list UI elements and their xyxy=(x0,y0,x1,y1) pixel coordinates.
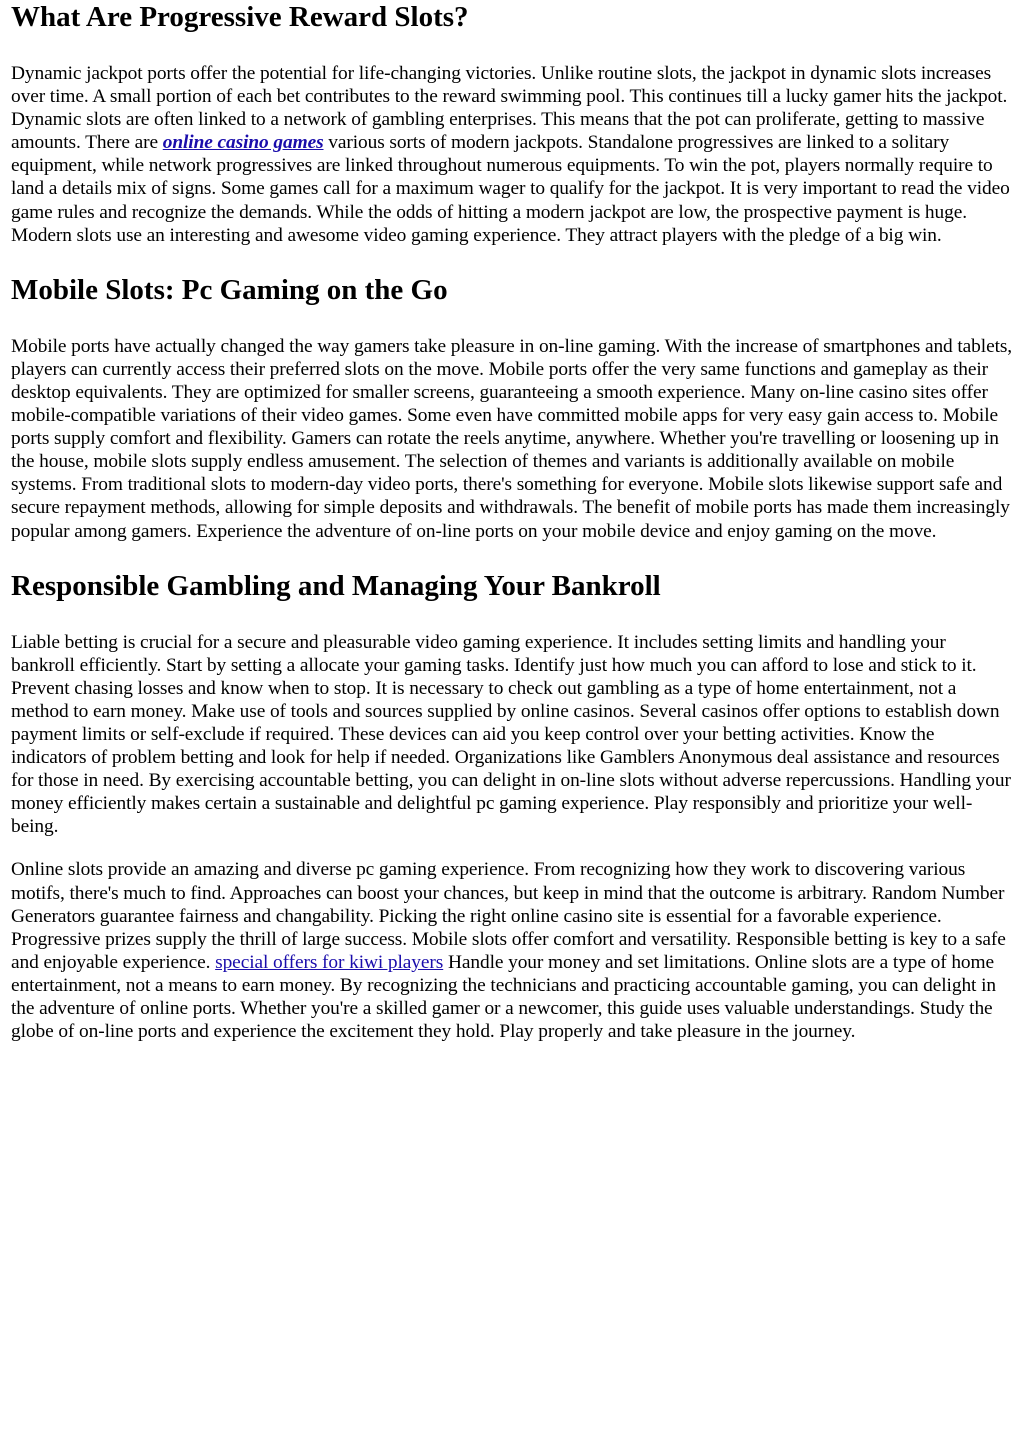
paragraph-responsible-gambling: Liable betting is crucial for a secure and pleasurable video gaming experience. It includes setting limits and handling your bankroll efficiently. Start by setting a allocate your gaming tasks. Identify just how much you can afford to lose and stick to it. Prevent chasing losses and know when to stop. It is necessary to check out gambling as a type of home entertainment, not a method to earn money. Make use of tools and sources supplied by online casinos. Several casinos offer options to establish down payment limits or self-exclude if required. These devices can aid you keep control over your betting activities. Know the indicators of problem betting and look for help if needed. Organizations like Gamblers Anonymous deal assistance and resources for those in need. By exercising accountable betting, you can delight in on-line slots without adverse repercussions. Handling your money efficiently makes certain a sustainable and delightful pc gaming experience. Play responsibly and prioritize your well-being. xyxy=(11,631,1011,838)
paragraph-summary xyxy=(11,858,1014,1043)
heading-responsible-gambling: Responsible Gambling and Managing Your Bankroll xyxy=(11,569,661,602)
heading-progressive-slots: What Are Progressive Reward Slots? xyxy=(11,1,469,33)
paragraph-text: Dynamic jackpot ports offer the potential for life-changing victories. Unlike routine slots, the jackpot in dynamic slots increases over time. A small portion of each bet contributes to the reward swimming pool. This continues till a lucky gamer hits the jackpot. Dynamic slots are often linked to a network of gambling enterprises. This means that the pot can proliferate, getting to massive amounts. There are xyxy=(11,63,1008,154)
paragraph-text: Online slots provide an amazing and diverse pc gaming experience. From recognizing how they work to discovering various motifs, there's much to find. Approaches can boost your chances, but keep in mind that the outcome is arbitrary. Random Number Generators guarantee fairness and changability. Picking the right online casino site is essential for a favorable experience. Progressive prizes supply the thrill of large success. Mobile slots offer comfort and versatility. Responsible betting is key to a safe and enjoyable experience. xyxy=(11,859,1006,973)
paragraph-text: various sorts of modern jackpots. Standalone progressives are linked to a solitary equipment, while network progressives are linked throughout numerous equipments. To win the pot, players normally require to land a details mix of signs. Some games call for a maximum wager to qualify for the jackpot. It is very important to read the video game rules and recognize the demands. While the odds of hitting a modern jackpot are low, the prospective payment is huge. Modern slots use an interesting and awesome video gaming experience. They attract players with the pledge of a big win. xyxy=(11,132,1010,246)
link-special-offers-kiwi-players[interactable]: special offers for kiwi players xyxy=(215,951,444,973)
link-online-casino-games[interactable]: online casino games xyxy=(162,132,324,154)
paragraph-text: Handle your money and set limitations. Online slots are a type of home entertainment, not a means to earn money. By recognizing the technicians and practicing accountable gaming, you can delight in the adventure of online ports. Whether you're a skilled gamer or a newcomer, this guide uses valuable understandings. Study the globe of on-line ports and experience the excitement they hold. Play properly and take pleasure in the journey. xyxy=(11,951,996,1043)
paragraph-mobile-slots: Mobile ports have actually changed the way gamers take pleasure in on-line gaming. With the increase of smartphones and tablets, players can currently access their preferred slots on the move. Mobile ports offer the very same functions and gameplay as their desktop equivalents. They are optimized for smaller screens, guaranteeing a smooth experience. Many on-line casino sites offer mobile-compatible variations of their video games. Some even have committed mobile apps for very easy gain access to. Mobile ports supply comfort and flexibility. Gamers can rotate the reels anytime, anywhere. Whether you're travelling or loosening up in the house, mobile slots supply endless amusement. The selection of themes and variants is additionally available on mobile systems. From traditional slots to modern-day video ports, there's something for everyone. Mobile slots likewise support safe and secure repayment methods, allowing for simple deposits and withdrawals. The benefit of mobile ports has made them increasingly popular among gamers. Experience the adventure of on-line ports on your mobile device and enjoy gaming on the move. xyxy=(11,335,1013,542)
paragraph-progressive-slots xyxy=(11,62,1014,247)
heading-mobile-slots: Mobile Slots: Pc Gaming on the Go xyxy=(11,273,448,306)
